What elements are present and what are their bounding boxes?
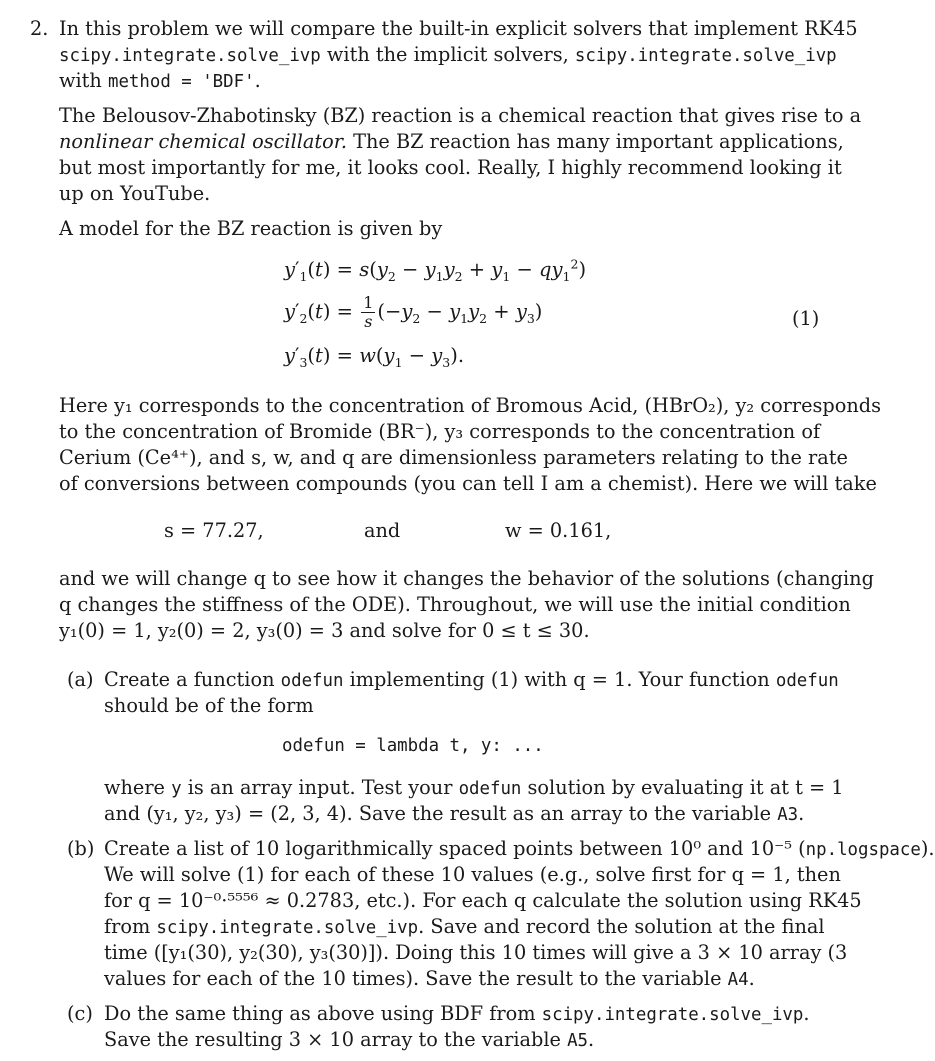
part-b-line-2: We will solve (1) for each of these 10 values (e.g., solve first for q = 1, then [104, 863, 841, 886]
code-solve-ivp-2: scipy.integrate.solve_ivp [574, 46, 837, 66]
part-a-label: (a) [67, 668, 94, 691]
code-odefun-lambda: odefun = lambda t, y: ... [282, 736, 544, 756]
bz-line-1: The Belousov-Zhabotinsky (BZ) reaction is a chemical reaction that gives rise to a [59, 104, 862, 127]
equation-3: $y'_3(t) = w(y_1 - y_3)$. [284, 344, 465, 370]
equation-1: $y'_1(t) = s(y_2 - y_1y_2 + y_1 - qy_1^2)$ [284, 256, 587, 284]
part-b-line-1: Create a list of 10 logarithmically spaced points between 10⁰ and 10⁻⁵ (np.logspace). [104, 837, 935, 860]
intro-line-2: scipy.integrate.solve_ivp with the implicit solvers, scipy.integrate.solve_ivp [59, 43, 837, 66]
part-a-line-4: and (y₁, y₂, y₃) = (2, 3, 4). Save the result as an array to the variable A3. [104, 802, 805, 825]
q-line-2: q changes the stiffness of the ODE). Throughout, we will use the initial condition [59, 593, 851, 616]
bz-line-2: nonlinear chemical oscillator. The BZ reaction has many important applications, [59, 130, 844, 153]
code-method-bdf: method = 'BDF' [107, 72, 255, 92]
code-solve-ivp: scipy.integrate.solve_ivp [59, 46, 321, 66]
model-intro: A model for the BZ reaction is given by [59, 217, 443, 240]
here-line-1: Here y₁ corresponds to the concentration of Bromous Acid, (HBrO₂), y₂ corresponds [59, 394, 882, 417]
param-s: s = 77.27, [164, 519, 264, 542]
part-a-line-3: where y is an array input. Test your odefun solution by evaluating it at t = 1 [104, 776, 844, 799]
problem-number: 2. [30, 17, 49, 40]
part-b-line-5: time ([y₁(30), y₂(30), y₃(30)]). Doing this 10 times will give a 3 × 10 array (3 [104, 941, 848, 964]
part-a-line-1: Create a function odefun implementing (1) with q = 1. Your function odefun [104, 668, 839, 691]
part-b-line-6: values for each of the 10 times). Save the result to the variable A4. [104, 967, 755, 990]
part-b-label: (b) [67, 837, 95, 860]
param-and: and [364, 519, 401, 542]
part-c-line-2: Save the resulting 3 × 10 array to the variable A5. [104, 1028, 595, 1051]
q-line-3: y₁(0) = 1, y₂(0) = 2, y₃(0) = 3 and solve for 0 ≤ t ≤ 30. [59, 619, 590, 642]
equation-number: (1) [792, 307, 820, 330]
param-w: w = 0.161, [505, 519, 612, 542]
q-line-1: and we will change q to see how it changes the behavior of the solutions (changing [59, 567, 874, 590]
part-c-line-1: Do the same thing as above using BDF from scipy.integrate.solve_ivp. [104, 1002, 810, 1025]
part-c-label: (c) [67, 1002, 93, 1025]
part-b-line-3: for q = 10⁻⁰·⁵⁵⁵⁶ ≈ 0.2783, etc.). For each q calculate the solution using RK45 [104, 889, 862, 912]
here-line-3: Cerium (Ce⁴⁺), and s, w, and q are dimensionless parameters relating to the rate [59, 446, 848, 469]
intro-line-1: In this problem we will compare the built-in explicit solvers that implement RK45 [59, 17, 858, 40]
part-a-line-2: should be of the form [104, 694, 314, 717]
equation-2: $y'_2(t)$ = $\frac{1}{s}$ $(-y_2 - y_1y_2 + y_3)$ [284, 293, 543, 331]
here-line-4: of conversions between compounds (you can tell I am a chemist). Here we will take [59, 472, 877, 495]
intro-line-3: with method = 'BDF'. [59, 69, 261, 92]
here-line-2: to the concentration of Bromide (BR⁻), y₃ corresponds to the concentration of [59, 420, 821, 443]
bz-line-3: but most importantly for me, it looks cool. Really, I highly recommend looking it [59, 156, 842, 179]
bz-line-4: up on YouTube. [59, 182, 211, 205]
part-b-line-4: from scipy.integrate.solve_ivp. Save and record the solution at the final [104, 915, 825, 938]
